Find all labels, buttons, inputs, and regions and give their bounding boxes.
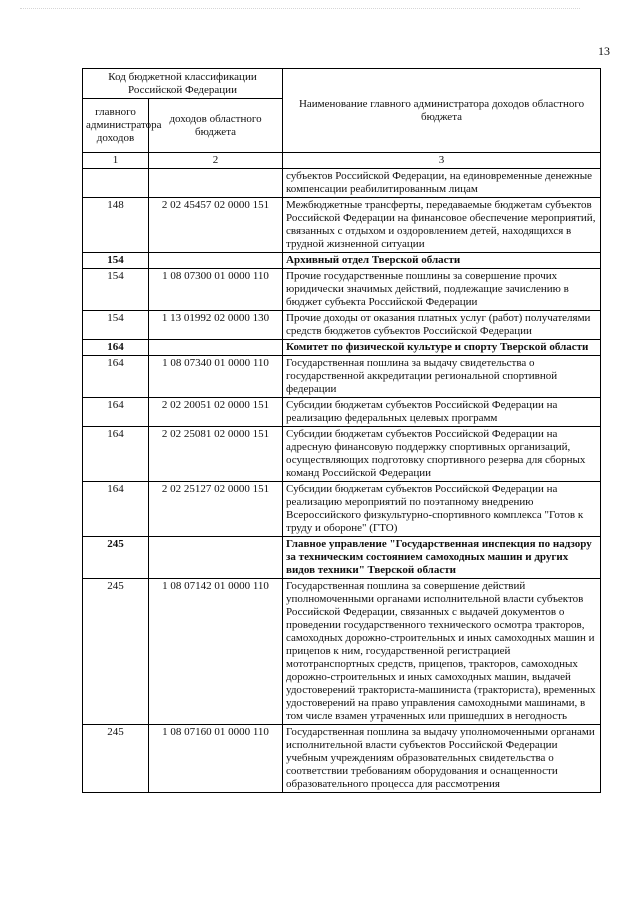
- table-row: [83, 169, 601, 198]
- income-code-cell: 1 08 07340 01 0000 110: [149, 356, 283, 398]
- admin-code-cell: 164: [83, 340, 149, 356]
- table-row-section: [83, 537, 601, 579]
- admin-code-cell: 164: [83, 398, 149, 427]
- admin-code-cell: 245: [83, 537, 149, 579]
- admin-code-cell: 164: [83, 356, 149, 398]
- name-cell: Главное управление "Государственная инспекция по надзору за техническим состоянием самоходных машин и других видов техники" Тверской области: [283, 537, 601, 579]
- income-code-cell: 1 08 07160 01 0000 110: [149, 725, 283, 793]
- income-code-cell: 2 02 20051 02 0000 151: [149, 398, 283, 427]
- admin-code-cell: [83, 169, 149, 198]
- header-num-2: 2: [149, 153, 283, 169]
- income-code-cell: [149, 253, 283, 269]
- table-body: [83, 169, 601, 793]
- name-cell: Комитет по физической культуре и спорту Тверской области: [283, 340, 601, 356]
- header-code-column: доходов областного бюджета: [149, 99, 283, 153]
- income-code-cell: 1 08 07300 01 0000 110: [149, 269, 283, 311]
- table-row: [83, 482, 601, 537]
- income-code-cell: 2 02 25127 02 0000 151: [149, 482, 283, 537]
- name-cell: Государственная пошлина за совершение действий уполномоченными органами исполнительной власти субъектов Российской Федерации, связанных с выдачей документов о проведении государственного технического осмотра тракторов, самоходных дорожно-строительных и иных самоходных машин и прицепов к ним, государственной регистрацией мототранспортных средств, прицепов, тракторов, самоходных дорожно-строительных и иных самоходных машин, выдачей удостоверений тракториста-машиниста (тракториста), временных удостоверений на право управления самоходными машинами, в том числе взамен утраченных или пришедших в негодность: [283, 579, 601, 725]
- income-code-cell: 1 08 07142 01 0000 110: [149, 579, 283, 725]
- admin-code-cell: 245: [83, 579, 149, 725]
- income-code-cell: 2 02 45457 02 0000 151: [149, 198, 283, 253]
- admin-code-cell: 154: [83, 311, 149, 340]
- table-row: [83, 579, 601, 725]
- income-code-cell: [149, 169, 283, 198]
- name-cell: Архивный отдел Тверской области: [283, 253, 601, 269]
- admin-code-cell: 245: [83, 725, 149, 793]
- page-number: 13: [598, 44, 610, 58]
- name-cell: субъектов Российской Федерации, на единовременные денежные компенсации реабилитированным лицам: [283, 169, 601, 198]
- admin-code-cell: 164: [83, 427, 149, 482]
- table-row: [83, 269, 601, 311]
- name-cell: Субсидии бюджетам субъектов Российской Федерации на реализацию федеральных целевых программ: [283, 398, 601, 427]
- admin-code-cell: 154: [83, 269, 149, 311]
- income-code-cell: 1 13 01992 02 0000 130: [149, 311, 283, 340]
- header-group-title: Код бюджетной классификации Российской Федерации: [83, 69, 283, 99]
- header-admin-column: главного администратора доходов: [83, 99, 149, 153]
- table-row: [83, 356, 601, 398]
- income-code-cell: [149, 537, 283, 579]
- table-row: [83, 427, 601, 482]
- admin-code-cell: 164: [83, 482, 149, 537]
- income-code-cell: 2 02 25081 02 0000 151: [149, 427, 283, 482]
- name-cell: Межбюджетные трансферты, передаваемые бюджетам субъектов Российской Федерации на финансовое обеспечение мероприятий, связанных с отдыхом и оздоровлением детей, находящихся в трудной жизненной ситуации: [283, 198, 601, 253]
- table-row: [83, 198, 601, 253]
- name-cell: Субсидии бюджетам субъектов Российской Федерации на адресную финансовую поддержку спортивных организаций, осуществляющих подготовку спортивного резерва для сборных команд Российской Федерации: [283, 427, 601, 482]
- table-row: [83, 725, 601, 793]
- admin-code-cell: 154: [83, 253, 149, 269]
- name-cell: Субсидии бюджетам субъектов Российской Федерации на реализацию мероприятий по поэтапному внедрению Всероссийского физкультурно-спортивного комплекса "Готов к труду и обороне" (ГТО): [283, 482, 601, 537]
- name-cell: Прочие государственные пошлины за совершение прочих юридически значимых действий, подлежащие зачислению в бюджет субъекта Российской Федерации: [283, 269, 601, 311]
- header-name-column: Наименование главного администратора доходов областного бюджета: [283, 69, 601, 153]
- table-row: [83, 398, 601, 427]
- scan-top-artifact: [20, 8, 580, 10]
- name-cell: Государственная пошлина за выдачу уполномоченными органами исполнительной власти субъектов Российской Федерации учебным учреждениям образовательных свидетельства о соответствии требованиям оборудования и оснащенности образовательного процесса для рассмотрения: [283, 725, 601, 793]
- header-num-3: 3: [283, 153, 601, 169]
- name-cell: Государственная пошлина за выдачу свидетельства о государственной аккредитации региональной спортивной федерации: [283, 356, 601, 398]
- admin-code-cell: 148: [83, 198, 149, 253]
- header-num-1: 1: [83, 153, 149, 169]
- table-row-section: [83, 340, 601, 356]
- budget-classification-table: [82, 68, 601, 793]
- income-code-cell: [149, 340, 283, 356]
- table-row: [83, 311, 601, 340]
- name-cell: Прочие доходы от оказания платных услуг (работ) получателями средств бюджетов субъектов Российской Федерации: [283, 311, 601, 340]
- table-row-section: [83, 253, 601, 269]
